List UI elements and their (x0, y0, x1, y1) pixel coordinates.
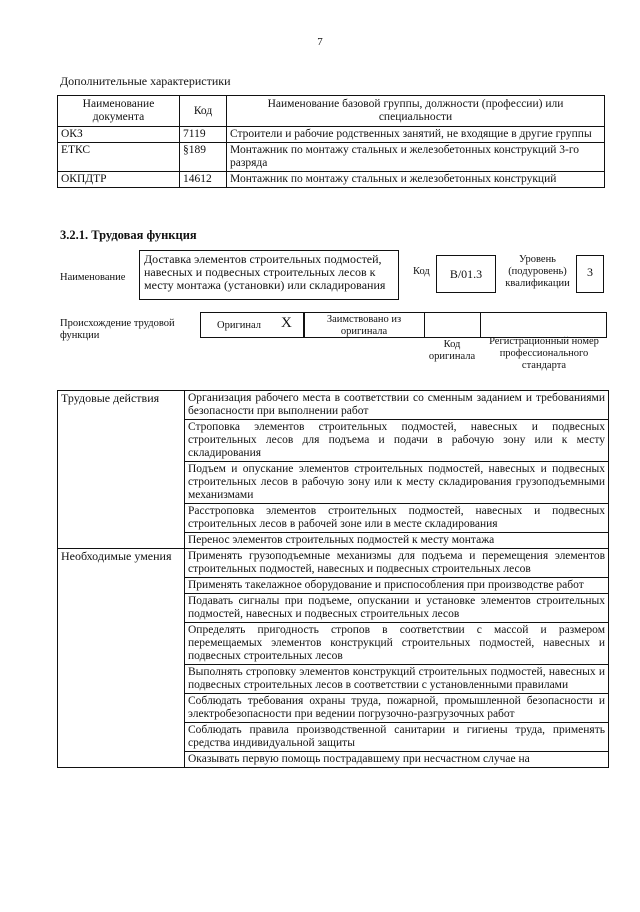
labor-action-item: Расстроповка элементов строительных подмостей, навесных и подвесных строительных лесов в рабочей зоне или в месте складирования (185, 504, 609, 533)
cell-doc: ОКПДТР (58, 172, 180, 188)
skill-item: Подавать сигналы при подъеме, опускании и установке элементов строительных подмостей, навесных и подвесных строительных лесов (185, 594, 609, 623)
level-value: 3 (576, 255, 604, 293)
skill-item: Соблюдать правила производственной санитарии и гигиены труда, применять средства индивидуальной защиты (185, 723, 609, 752)
labor-action-item: Перенос элементов строительных подмостей к месту монтажа (185, 533, 609, 549)
labor-actions-label: Трудовые действия (58, 391, 185, 549)
cell-code: 14612 (180, 172, 227, 188)
origin-label: Происхождение трудовой функции (60, 318, 175, 341)
reg-number-label: Регистрационный номер профессионального стандарта (489, 336, 599, 371)
skill-item: Определять пригодность стропов в соответствии с массой и размером перемещаемых элементов конструкций строительных подмостей, навесных и подвесных строительных лесов (185, 623, 609, 665)
header-document: Наименование документа (58, 96, 180, 127)
reg-number-box (480, 312, 607, 338)
skill-item: Применять такелажное оборудование и приспособления при производстве работ (185, 578, 609, 594)
header-code: Код (180, 96, 227, 127)
extra-characteristics-table (57, 95, 605, 188)
table-row (58, 127, 605, 143)
cell-code: 7119 (180, 127, 227, 143)
table-row (58, 143, 605, 172)
borrowed-label: Заимствовано из оригинала (326, 314, 402, 337)
skill-item: Соблюдать требования охраны труда, пожарной, промышленной безопасности и электробезопасности при ведении погрузочно-разгрузочных работ (185, 694, 609, 723)
code-label: Код (413, 266, 430, 277)
level-label: Уровень (подуровень) квалификации (505, 254, 570, 289)
cell-code: §189 (180, 143, 227, 172)
labor-action-item: Организация рабочего места в соответствии со сменным заданием и требованиями безопасности при выполнении работ (185, 391, 609, 420)
skill-item: Оказывать первую помощь пострадавшему при несчастном случае на (185, 752, 609, 768)
labor-action-item: Строповка элементов строительных подмостей, навесных и подвесных строительных лесов для подъема и подачи в рабочую зону или к месту складирования (185, 420, 609, 462)
page-number: 7 (317, 36, 323, 48)
function-details-table (57, 390, 609, 768)
function-name: Доставка элементов строительных подмостей, навесных и подвесных строительных лесов к месту монтажа (установки) или складирования (139, 250, 399, 300)
table-row (58, 391, 609, 420)
section-caption: Дополнительные характеристики (60, 74, 231, 88)
origin-code-box (424, 312, 481, 338)
table-row (58, 549, 609, 578)
cell-name: Строители и рабочие родственных занятий, не входящие в другие группы (227, 127, 605, 143)
table-header-row (58, 96, 605, 127)
cell-doc: ЕТКС (58, 143, 180, 172)
skill-item: Применять грузоподъемные механизмы для подъема и перемещения элементов строительных подмостей, навесных и подвесных строительных лесов (185, 549, 609, 578)
origin-code-label: Код оригинала (428, 339, 476, 362)
original-label: Оригинал (217, 320, 261, 331)
cell-name: Монтажник по монтажу стальных и железобетонных конструкций (227, 172, 605, 188)
header-group-name: Наименование базовой группы, должности (профессии) или специальности (227, 96, 605, 127)
function-title: 3.2.1. Трудовая функция (60, 228, 197, 242)
table-row (58, 172, 605, 188)
original-mark: X (281, 315, 292, 331)
labor-action-item: Подъем и опускание элементов строительных подмостей, навесных и подвесных строительных лесов в рабочую зону или к месту складирования грузоподъемными механизмами (185, 462, 609, 504)
skill-item: Выполнять строповку элементов конструкций строительных подмостей, навесных и подвесных строительных лесов в соответствии с установленными правилами (185, 665, 609, 694)
function-code: B/01.3 (436, 255, 496, 293)
cell-name: Монтажник по монтажу стальных и железобетонных конструкций 3-го разряда (227, 143, 605, 172)
cell-doc: ОКЗ (58, 127, 180, 143)
skills-label: Необходимые умения (58, 549, 185, 768)
name-label: Наименование (60, 272, 126, 283)
